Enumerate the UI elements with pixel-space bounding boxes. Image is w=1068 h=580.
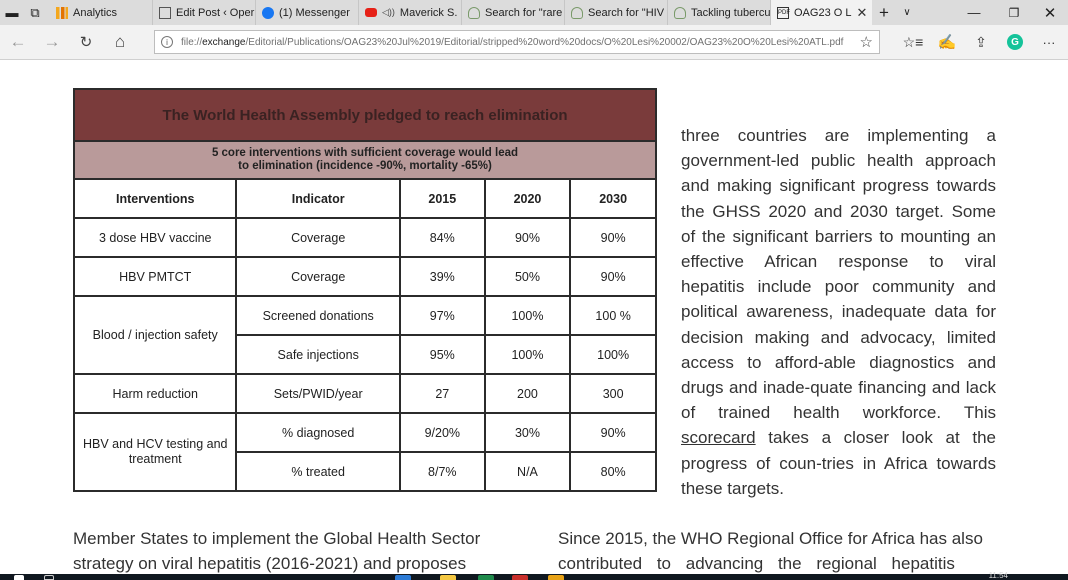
- analytics-icon: [56, 7, 68, 19]
- tab-strip: [0, 0, 1068, 25]
- tab-oag23-pdf[interactable]: [771, 0, 872, 25]
- youtube-icon: [365, 8, 377, 17]
- column-header: 2020: [485, 179, 571, 218]
- more-menu-icon[interactable]: [1038, 31, 1060, 53]
- column-header: Interventions: [74, 179, 236, 218]
- indicator-cell: Safe injections: [236, 335, 400, 374]
- pdf-document-view[interactable]: [0, 60, 1068, 574]
- refresh-icon[interactable]: ↻: [79, 34, 93, 51]
- url-prefix: file://: [181, 36, 203, 48]
- value-2020-cell: 50%: [485, 257, 571, 296]
- url-path: /Editorial/Publications/OAG23%20Jul%2019/Editorial/stripped%20word%20docs/O%20Lesi%20002/OAG23%20O%20Lesi%20ATL.pdf: [245, 36, 844, 48]
- value-2015-cell: 9/20%: [400, 413, 485, 452]
- value-2030-cell: 100 %: [570, 296, 656, 335]
- value-2020-cell: N/A: [485, 452, 571, 491]
- table-title: The World Health Assembly pledged to reach elimination: [74, 89, 656, 141]
- tab-search-rare[interactable]: [462, 0, 565, 25]
- table-subtitle: [74, 141, 656, 179]
- search-result-icon: [468, 7, 480, 19]
- restore-button[interactable]: ❐: [1008, 5, 1020, 20]
- value-2030-cell: 300: [570, 374, 656, 413]
- table-row: [74, 296, 656, 335]
- home-icon[interactable]: ⌂: [114, 32, 126, 51]
- value-2015-cell: 84%: [400, 218, 485, 257]
- value-2030-cell: 90%: [570, 413, 656, 452]
- table-subtitle-line: to elimination (incidence -90%, mortality -65%): [238, 160, 492, 172]
- value-2020-cell: 90%: [485, 218, 571, 257]
- tab-actions-icon[interactable]: ⧉: [30, 4, 40, 20]
- column-header: Indicator: [236, 179, 400, 218]
- table-row: [74, 374, 656, 413]
- pdf-icon: PDF: [777, 7, 789, 19]
- paragraph-line: strategy on viral hepatitis (2016-2021) and proposes: [73, 554, 467, 573]
- page-icon: [159, 7, 171, 19]
- tab-label: Tackling tubercu: [691, 6, 771, 19]
- table-subtitle-line: 5 core interventions with sufficient coverage would lead: [211, 147, 519, 159]
- edge-taskbar-icon[interactable]: [395, 575, 411, 580]
- tab-youtube[interactable]: [359, 0, 462, 25]
- tab-list-chevron-icon[interactable]: ∨: [903, 7, 911, 18]
- intervention-cell: Harm reduction: [74, 374, 236, 413]
- app-taskbar-icon[interactable]: [512, 575, 528, 580]
- messenger-icon: [262, 7, 274, 19]
- navigation-bar: [0, 25, 1068, 60]
- tab-messenger[interactable]: [256, 0, 359, 25]
- table-row: [74, 413, 656, 452]
- tab-label: Search for "rare: [485, 6, 563, 19]
- search-result-icon: [571, 7, 583, 19]
- tab-label: Edit Post ‹ Oper: [176, 6, 255, 19]
- value-2015-cell: 27: [400, 374, 485, 413]
- url-host: exchange: [202, 36, 246, 48]
- value-2015-cell: 97%: [400, 296, 485, 335]
- tab-label: (1) Messenger: [279, 6, 350, 19]
- intervention-cell: HBV PMTCT: [74, 257, 236, 296]
- value-2020-cell: 100%: [485, 296, 571, 335]
- intervention-cell: 3 dose HBV vaccine: [74, 218, 236, 257]
- chrome-taskbar-icon[interactable]: [548, 575, 564, 580]
- address-bar[interactable]: [154, 30, 880, 54]
- explorer-taskbar-icon[interactable]: [440, 575, 456, 580]
- tab-label: Maverick S.: [399, 6, 458, 19]
- paragraph-line: contributed to advancing the regional hepatitis: [558, 554, 955, 573]
- paragraph-text: takes a closer look at the progress of coun-tries in Africa towards these targets.: [681, 428, 996, 498]
- value-2015-cell: 95%: [400, 335, 485, 374]
- tab-search-hiv[interactable]: [565, 0, 668, 25]
- info-icon[interactable]: i: [161, 36, 173, 48]
- tab-label: OAG23 O L: [794, 6, 852, 19]
- value-2030-cell: 80%: [570, 452, 656, 491]
- pen-notes-icon[interactable]: ✍: [937, 34, 957, 51]
- indicator-cell: Screened donations: [236, 296, 400, 335]
- close-tab-icon[interactable]: ✕: [856, 4, 868, 20]
- new-tab-button[interactable]: +: [879, 2, 889, 22]
- window-menu-icon[interactable]: ▬: [5, 5, 19, 20]
- table-row: [74, 257, 656, 296]
- start-icon[interactable]: [14, 575, 24, 580]
- grammarly-icon[interactable]: [1004, 31, 1026, 53]
- tab-label: Analytics: [73, 6, 118, 19]
- minimize-button[interactable]: —: [967, 5, 981, 20]
- elimination-targets-table: [73, 88, 657, 492]
- share-icon[interactable]: ⇪: [975, 33, 987, 50]
- app-taskbar-icon[interactable]: [478, 575, 494, 580]
- body-paragraph: [681, 123, 996, 501]
- favorite-star-icon[interactable]: ☆: [859, 34, 873, 51]
- windows-taskbar: [0, 571, 1068, 580]
- indicator-cell: % diagnosed: [236, 413, 400, 452]
- tab-edit-post[interactable]: [153, 0, 256, 25]
- value-2020-cell: 100%: [485, 335, 571, 374]
- value-2020-cell: 30%: [485, 413, 571, 452]
- intervention-cell: Blood / injection safety: [74, 296, 236, 374]
- tab-label: Search for "HIV: [588, 6, 665, 19]
- table-header-row: [74, 179, 656, 218]
- indicator-cell: Coverage: [236, 257, 400, 296]
- body-paragraph-left: [73, 526, 523, 574]
- tab-tackling-tb[interactable]: [668, 0, 771, 25]
- search-icon[interactable]: [44, 575, 54, 580]
- intervention-cell: HBV and HCV testing and treatment: [74, 413, 236, 491]
- grammarly-label: G: [1007, 34, 1023, 50]
- paragraph-line: Since 2015, the WHO Regional Office for Africa has also: [558, 529, 983, 548]
- tab-analytics[interactable]: [50, 0, 153, 25]
- value-2020-cell: 200: [485, 374, 571, 413]
- column-header: 2030: [570, 179, 656, 218]
- paragraph-line: Member States to implement the Global Health Sector: [73, 529, 481, 548]
- back-arrow-icon[interactable]: ←: [9, 32, 27, 51]
- indicator-cell: Sets/PWID/year: [236, 374, 400, 413]
- indicator-cell: % treated: [236, 452, 400, 491]
- value-2030-cell: 90%: [570, 218, 656, 257]
- paragraph-text: three countries are implementing a government-led public health approach and making significant progress towards the GHSS 2020 and 2030 target. Some of the significant barriers to mounting an effective African response to viral hepatitis include poor community and political awareness, inadequate data for decision making and advocacy, limited access to afford-able diagnostics and drugs and inade-quate financing and lack of trained health workforce. This: [681, 126, 996, 423]
- table-row: [74, 218, 656, 257]
- forward-arrow-icon[interactable]: →: [43, 32, 61, 51]
- column-header: 2015: [400, 179, 485, 218]
- value-2015-cell: 8/7%: [400, 452, 485, 491]
- scorecard-link[interactable]: scorecard: [681, 428, 756, 448]
- close-window-button[interactable]: ✕: [1043, 4, 1057, 22]
- search-result-icon: [674, 7, 686, 19]
- value-2030-cell: 90%: [570, 257, 656, 296]
- indicator-cell: Coverage: [236, 218, 400, 257]
- favorites-list-icon[interactable]: ☆≡: [902, 33, 924, 50]
- value-2015-cell: 39%: [400, 257, 485, 296]
- audio-playing-icon[interactable]: ◁)): [382, 7, 395, 17]
- body-paragraph-right: [558, 526, 998, 574]
- value-2030-cell: 100%: [570, 335, 656, 374]
- taskbar-clock[interactable]: 11:54: [988, 571, 1008, 580]
- more-label: ···: [1042, 34, 1056, 50]
